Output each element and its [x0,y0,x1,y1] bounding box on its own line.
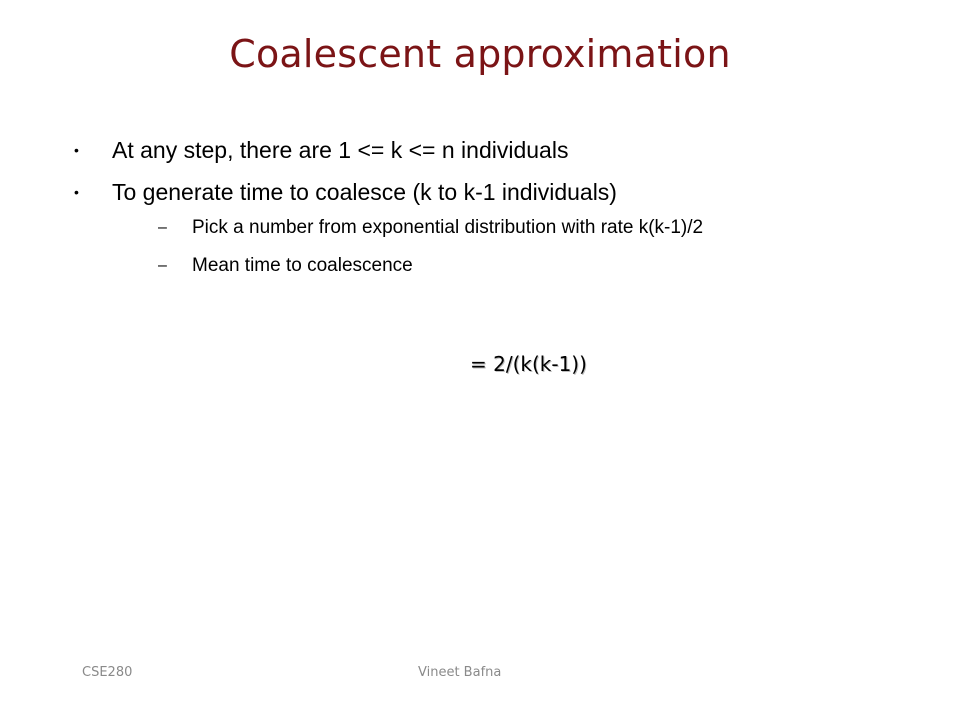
bullet-marker: • [74,184,79,200]
slide-title: Coalescent approximation [229,32,731,76]
sub-bullet-item [112,214,912,242]
footer-course: CSE280 [82,665,133,680]
sub-bullet-item [112,252,912,280]
bullet-text: At any step, there are 1 <= k <= n individuals [112,137,569,163]
sub-bullet-marker: – [158,257,167,274]
bullet-item [72,176,912,280]
sub-bullet-marker: – [158,219,167,236]
bullet-list [72,134,912,290]
sub-bullet-text: Pick a number from exponential distribution with rate k(k-1)/2 [192,217,704,238]
footer-author: Vineet Bafna [418,665,502,680]
bullet-text: To generate time to coalesce (k to k-1 individuals) [112,179,617,205]
bullet-marker: • [74,142,79,158]
sub-bullet-text: Mean time to coalescence [192,255,413,276]
bullet-item [72,134,912,166]
mean-time-formula: = 2/(k(k-1)) [470,352,587,376]
